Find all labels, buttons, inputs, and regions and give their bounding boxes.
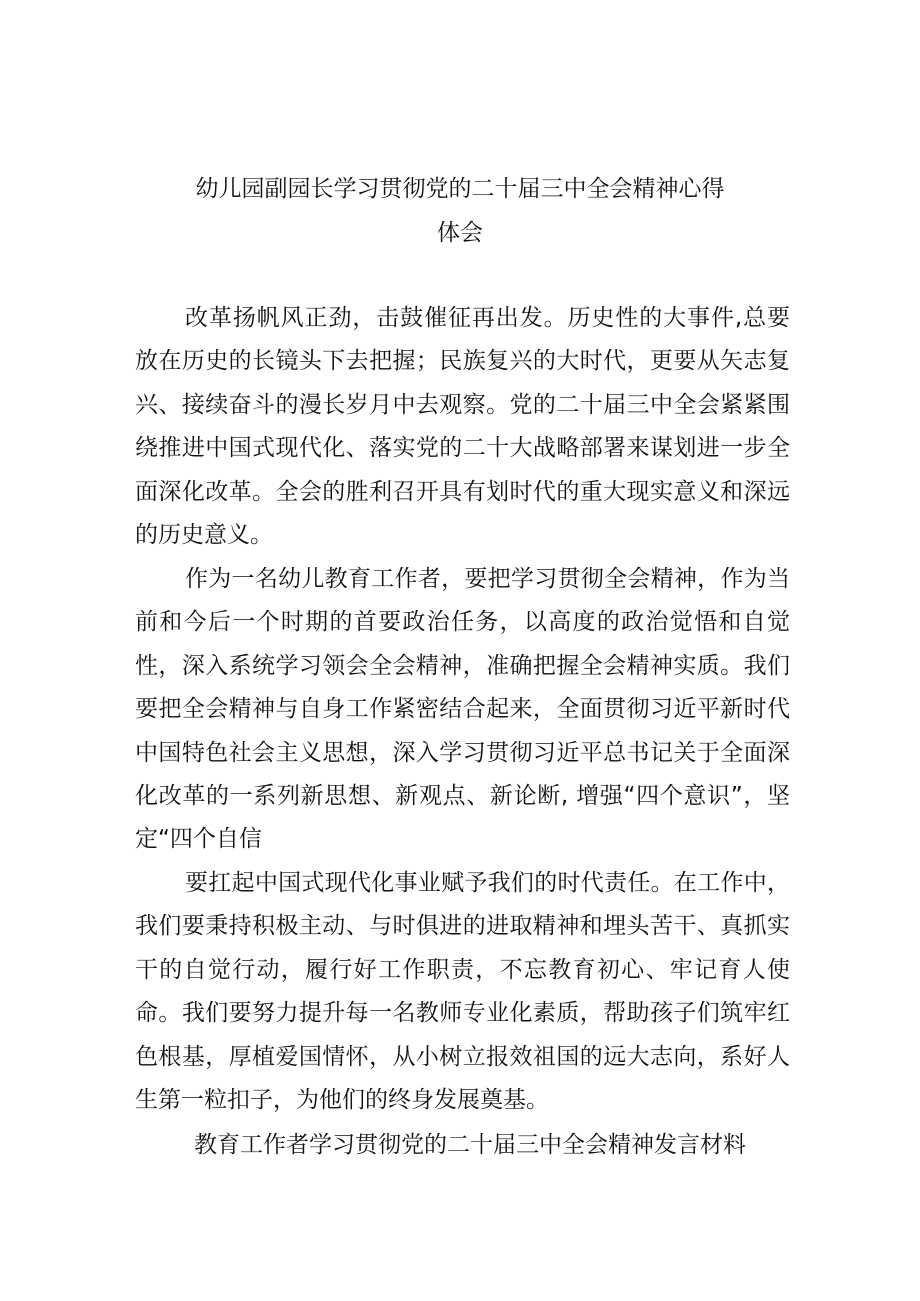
document-title: [120, 167, 800, 255]
paragraph-1: 改革扬帆风正劲，击鼓催征再出发。历史性的大事件,总要放在历史的长镜头下去把握；民族复兴的大时代，更要从矢志复兴、接续奋斗的漫长岁月中去观察。党的二十届三中全会紧紧围绕推进中国式现代化、落实党的二十大战略部署来谋划进一步全面深化改革。全会的胜利召开具有划时代的重大现实意义和深远的历史意义。: [135, 305, 790, 549]
paragraph-2-block: [135, 558, 790, 862]
title-line-1: 幼儿园副园长学习贯彻党的二十届三中全会精神心得: [195, 176, 725, 202]
title-line-2: 体会: [437, 220, 483, 246]
paragraph-1-block: [135, 297, 790, 557]
paragraph-2: 作为一名幼儿教育工作者，要把学习贯彻全会精神，作为当前和今后一个时期的首要政治任务，以高度的政治觉悟和自觉性，深入系统学习领会全会精神，准确把握全会精神实质。我们要把全会精神与自身工作紧密结合起来，全面贯彻习近平新时代中国特色社会主义思想，深入学习贯彻习近平总书记关于全面深化改革的一系列新思想、新观点、新论断, 增强“四个意识”，坚定“四个自信: [135, 566, 790, 853]
paragraph-3-block: [135, 862, 790, 1122]
paragraph-3: 要扛起中国式现代化事业赋予我们的时代责任。在工作中，我们要秉持积极主动、与时俱进的进取精神和埋头苦干、真抓实干的自觉行动，履行好工作职责，不忘教育初心、牢记育人使命。我们要努力提升每一名教师专业化素质，帮助孩子们筑牢红色根基，厚植爱国情怀，从小树立报效祖国的远大志向，系好人生第一粒扣子，为他们的终身发展奠基。: [135, 870, 790, 1114]
next-section-title: 教育工作者学习贯彻党的二十届三中全会精神发言材料: [194, 1132, 746, 1158]
